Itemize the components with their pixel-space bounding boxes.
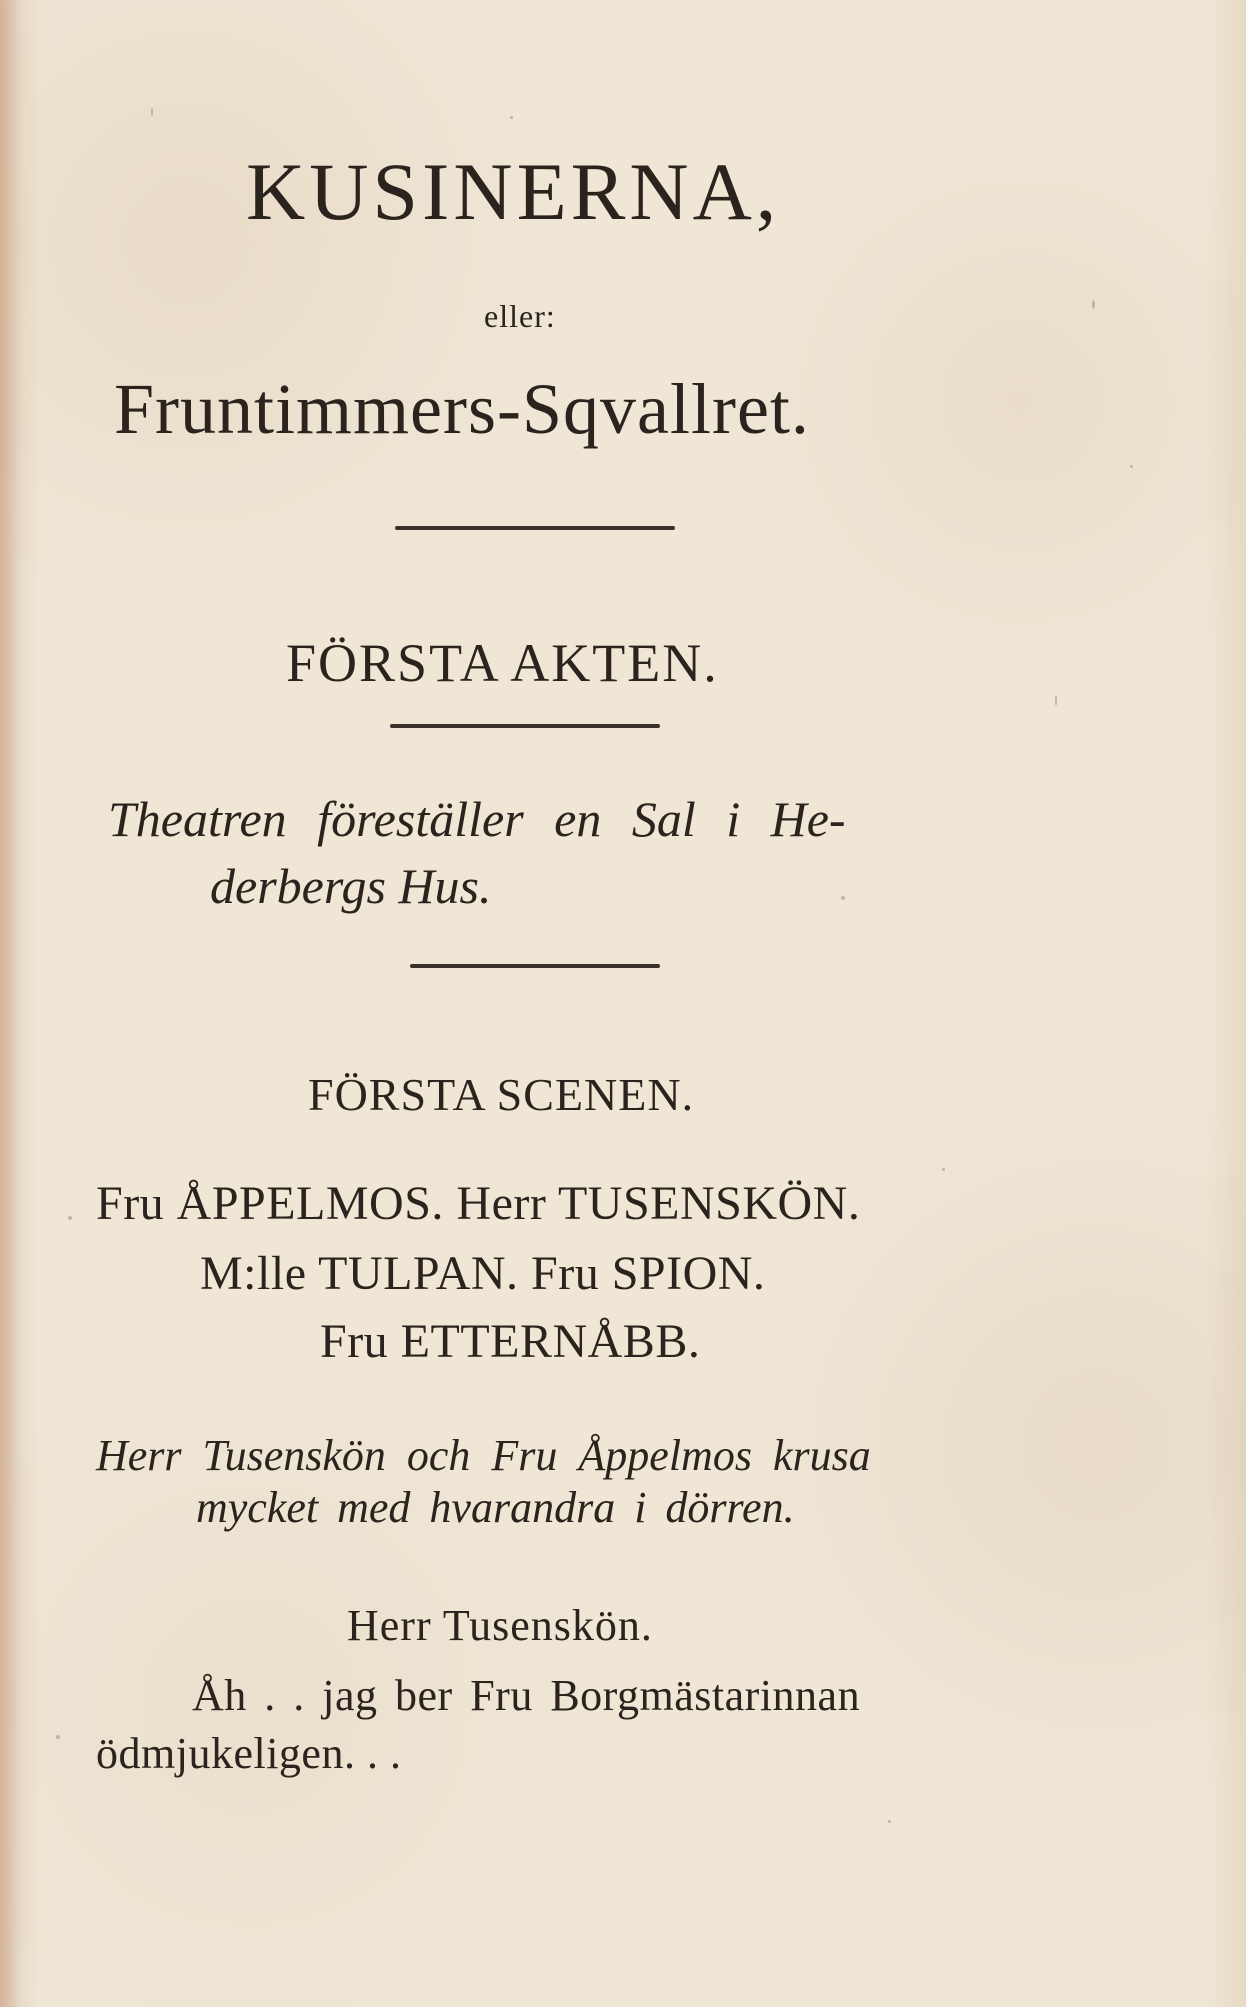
title-connector: eller:: [484, 298, 556, 334]
paper-speck: [841, 896, 845, 900]
section-divider: [390, 724, 660, 728]
speech-line: ödmjukeligen. . .: [96, 1729, 402, 1778]
scene-description-line: derbergs Hus.: [210, 858, 492, 914]
page-edge-shadow: [0, 0, 22, 2007]
paper-speck: [56, 1735, 60, 1739]
speech-line: Åh . . jag ber Fru Borgmästarinnan: [192, 1671, 861, 1720]
play-subtitle: Fruntimmers-Sqvallret.: [114, 369, 810, 449]
paper-speck: [68, 1216, 72, 1220]
section-divider: [410, 964, 660, 968]
stage-direction-line: Herr Tusenskön och Fru Åppelmos krusa: [96, 1431, 871, 1480]
paper-speck: [888, 1820, 891, 1823]
paper-speck: [1055, 695, 1057, 706]
act-heading: FÖRSTA AKTEN.: [286, 633, 719, 693]
play-title: KUSINERNA,: [246, 146, 781, 237]
scene-heading: FÖRSTA SCENEN.: [308, 1069, 695, 1120]
paper-speck: [1092, 300, 1095, 309]
section-divider: [395, 526, 675, 530]
cast-line: M:lle TULPAN. Fru SPION.: [200, 1247, 766, 1300]
stage-direction-line: mycket med hvarandra i dörren.: [196, 1483, 795, 1532]
cast-line: Fru ÅPPELMOS. Herr TUSENSKÖN.: [96, 1177, 861, 1230]
paper-speck: [1130, 465, 1133, 468]
speaker-name: Herr Tusenskön.: [347, 1601, 653, 1650]
paper-speck: [151, 108, 153, 116]
paper-speck: [510, 116, 513, 119]
scene-description-line: Theatren föreställer en Sal i He-: [108, 791, 846, 847]
paper-speck: [942, 1168, 945, 1171]
cast-line: Fru ETTERNÅBB.: [320, 1315, 701, 1368]
